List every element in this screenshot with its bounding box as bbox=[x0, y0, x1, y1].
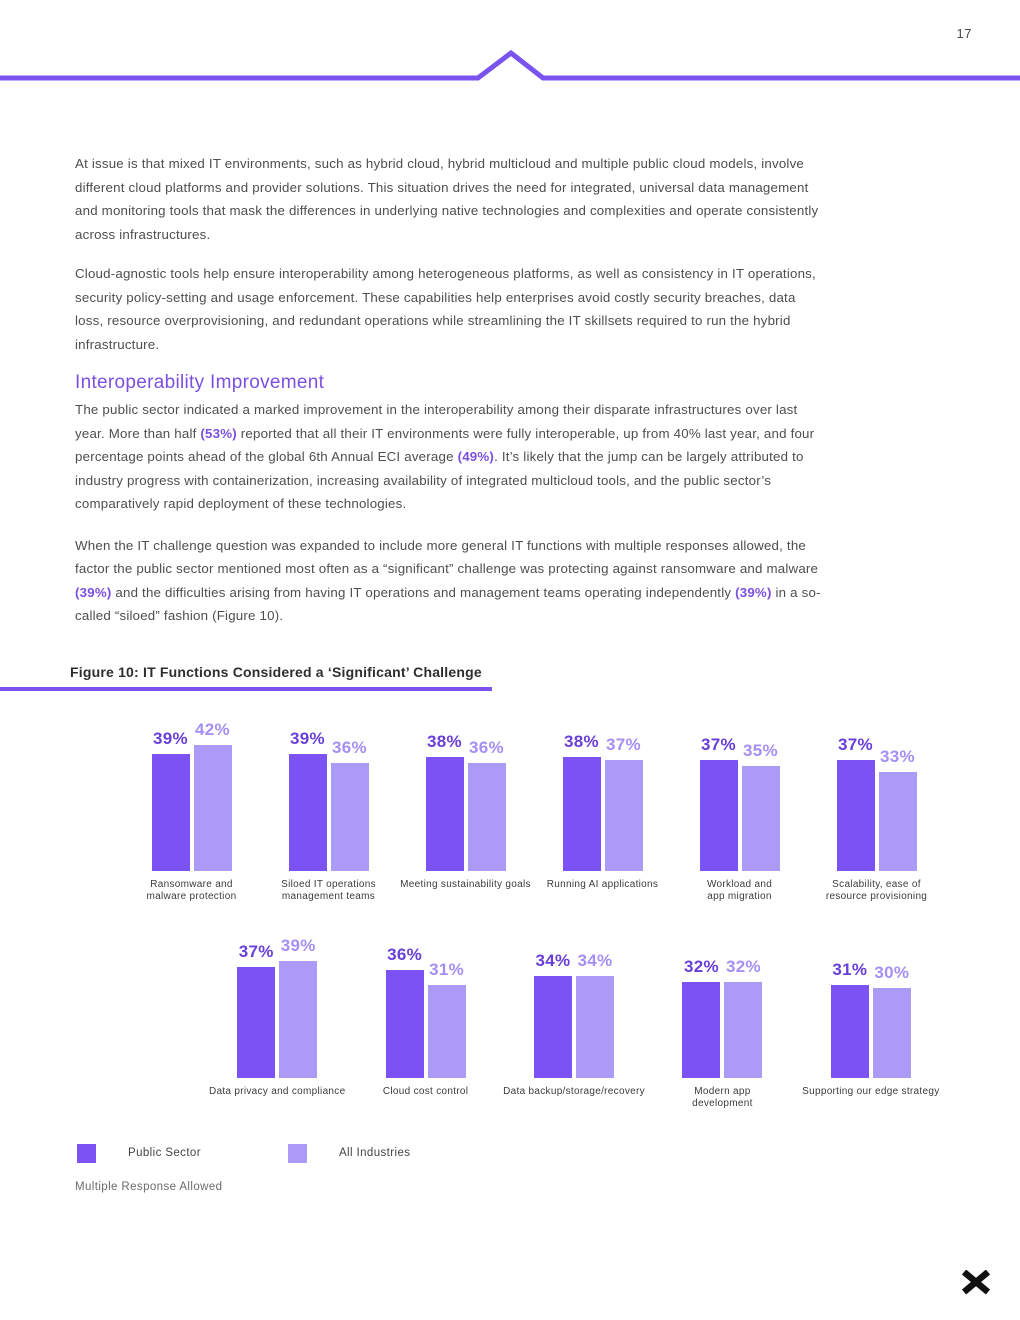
bar-col-all-industries bbox=[194, 720, 232, 871]
bar-col-public-sector bbox=[289, 729, 327, 871]
text-segment: and the difficulties arising from having IT operations and management teams operating independently bbox=[111, 584, 736, 600]
bar-value-label: 39% bbox=[290, 728, 325, 748]
chart-group bbox=[397, 717, 534, 903]
bar-value-label: 33% bbox=[880, 746, 915, 766]
bar-col-public-sector bbox=[426, 732, 464, 871]
figure-caption: Figure 10: IT Functions Considered a ‘Significant’ Challenge bbox=[70, 663, 482, 680]
bar-value-label: 42% bbox=[195, 719, 230, 739]
bar-pair bbox=[152, 717, 232, 871]
bar-all-industries bbox=[331, 763, 369, 871]
stat-highlight: (49%) bbox=[457, 449, 495, 464]
chart-group bbox=[123, 717, 260, 903]
bar-pair bbox=[682, 933, 762, 1078]
chart-group bbox=[500, 933, 648, 1110]
bar-value-label: 37% bbox=[701, 734, 736, 754]
bar-public-sector bbox=[831, 985, 869, 1078]
category-label: Data privacy and compliance bbox=[208, 1085, 346, 1097]
bar-col-all-industries bbox=[879, 747, 917, 871]
bar-pair bbox=[386, 933, 466, 1078]
bar-all-industries bbox=[194, 745, 232, 871]
bar-pair bbox=[700, 717, 780, 871]
bar-value-label: 38% bbox=[427, 731, 462, 751]
bar-value-label: 31% bbox=[429, 959, 465, 979]
chart-group bbox=[534, 717, 671, 903]
text-segment: The public sector indicated a marked improvement in the interoperability among their disparate infrastructures over last year. More than half bbox=[75, 402, 798, 441]
legend-label-public-sector: Public Sector bbox=[128, 1147, 201, 1159]
category-label: Workload and app migration bbox=[706, 878, 773, 902]
bar-value-label: 39% bbox=[153, 728, 188, 748]
bar-all-industries bbox=[468, 763, 506, 871]
chart-row-1 bbox=[123, 717, 945, 903]
bar-value-label: 37% bbox=[838, 734, 873, 754]
paragraph-it-challenge bbox=[75, 534, 823, 628]
chart-group bbox=[797, 933, 945, 1110]
bar-col-all-industries bbox=[724, 957, 762, 1078]
bar-pair bbox=[534, 933, 614, 1078]
bar-all-industries bbox=[605, 760, 643, 871]
figure-caption-underline bbox=[0, 687, 492, 691]
bar-pair bbox=[289, 717, 369, 871]
bar-public-sector bbox=[426, 757, 464, 871]
legend-swatch-public-sector bbox=[77, 1144, 96, 1163]
section-heading-interoperability: Interoperability Improvement bbox=[75, 372, 325, 393]
bar-pair bbox=[426, 717, 506, 871]
bar-public-sector bbox=[237, 967, 275, 1078]
chart-group bbox=[648, 933, 796, 1110]
bar-col-public-sector bbox=[563, 732, 601, 871]
chart-group bbox=[260, 717, 397, 903]
bar-public-sector bbox=[700, 760, 738, 871]
bar-pair bbox=[563, 717, 643, 871]
bar-col-all-industries bbox=[605, 735, 643, 871]
chart-row-2 bbox=[203, 933, 945, 1110]
bar-col-public-sector bbox=[700, 735, 738, 871]
bar-public-sector bbox=[386, 970, 424, 1078]
bar-value-label: 37% bbox=[606, 734, 641, 754]
chart-footnote: Multiple Response Allowed bbox=[75, 1180, 223, 1193]
bar-public-sector bbox=[563, 757, 601, 871]
bar-value-label: 39% bbox=[280, 935, 316, 955]
bar-col-public-sector bbox=[386, 945, 424, 1078]
bar-col-all-industries bbox=[279, 936, 317, 1078]
bar-value-label: 32% bbox=[725, 956, 761, 976]
text-segment: . It’s likely that the jump can be largely attributed to industry progress with containerization, increasing availability of integrated multicloud tools, and the public sector’s comparatively rapid deployment of these technologies. bbox=[75, 449, 804, 511]
bar-value-label: 38% bbox=[564, 731, 599, 751]
category-label: Cloud cost control bbox=[382, 1085, 469, 1097]
bar-public-sector bbox=[837, 760, 875, 871]
paragraph-mixed-it: At issue is that mixed IT environments, such as hybrid cloud, hybrid multicloud and multiple public cloud models, involve different cloud platforms and provider solutions. This situation drives the need for integrated, universal data management and monitoring tools that mask the differences in underlying native technologies and complexities and operate consistently across infrastructures. bbox=[75, 156, 819, 242]
bar-value-label: 34% bbox=[535, 950, 571, 970]
category-label: Data backup/storage/recovery bbox=[503, 1085, 645, 1097]
bar-all-industries bbox=[742, 766, 780, 871]
bar-value-label: 36% bbox=[332, 737, 367, 757]
bar-col-all-industries bbox=[428, 960, 466, 1078]
decorative-pulse-line bbox=[0, 48, 1020, 88]
bar-col-public-sector bbox=[682, 957, 720, 1078]
paragraph-cloud-agnostic: Cloud-agnostic tools help ensure interoperability among heterogeneous platforms, as well as consistency in IT operations, security policy-setting and usage enforcement. These capabilities help enterprises avoid costly security breaches, data loss, resource overprovisioning, and redundant operations while streamlining the IT skillsets required to run the hybrid infrastructure. bbox=[75, 266, 816, 352]
bar-col-public-sector bbox=[837, 735, 875, 871]
category-label: Modern app development bbox=[692, 1085, 753, 1109]
paragraph-interoperability bbox=[75, 398, 823, 516]
chart-group bbox=[808, 717, 945, 903]
chart-legend bbox=[77, 1144, 945, 1163]
bar-pair bbox=[237, 933, 317, 1078]
category-label: Ransomware and malware protection bbox=[146, 878, 237, 902]
bar-col-all-industries bbox=[468, 738, 506, 871]
bar-value-label: 32% bbox=[683, 956, 719, 976]
bar-public-sector bbox=[152, 754, 190, 871]
stat-highlight: (39%) bbox=[735, 584, 772, 600]
bar-col-all-industries bbox=[742, 741, 780, 871]
bar-value-label: 36% bbox=[387, 944, 423, 964]
category-label: Running AI applications bbox=[546, 878, 659, 890]
bar-public-sector bbox=[289, 754, 327, 871]
legend-label-all-industries: All Industries bbox=[338, 1147, 411, 1159]
page-number: 17 bbox=[956, 26, 972, 41]
bar-all-industries bbox=[428, 985, 466, 1078]
bar-all-industries bbox=[724, 982, 762, 1078]
bar-all-industries bbox=[873, 988, 911, 1078]
category-label: Siloed IT operations management teams bbox=[281, 878, 376, 902]
bar-col-all-industries bbox=[873, 963, 911, 1078]
bar-all-industries bbox=[576, 976, 614, 1078]
bar-all-industries bbox=[879, 772, 917, 871]
bar-col-public-sector bbox=[237, 942, 275, 1078]
bar-value-label: 34% bbox=[577, 950, 613, 970]
category-label: Scalability, ease of resource provisioning bbox=[825, 878, 928, 902]
bar-public-sector bbox=[682, 982, 720, 1078]
text-segment: in a so-called “siloed” fashion (Figure 10). bbox=[75, 584, 821, 623]
bar-public-sector bbox=[534, 976, 572, 1078]
bar-value-label: 35% bbox=[743, 740, 778, 760]
chart-group bbox=[351, 933, 499, 1110]
bar-pair bbox=[831, 933, 911, 1078]
stat-highlight: (53%) bbox=[200, 425, 237, 441]
bar-col-public-sector bbox=[831, 960, 869, 1078]
legend-swatch-all-industries bbox=[288, 1144, 307, 1163]
bar-all-industries bbox=[279, 961, 317, 1078]
stat-highlight: (39%) bbox=[75, 584, 112, 600]
bar-value-label: 30% bbox=[874, 962, 910, 982]
text-segment: When the IT challenge question was expanded to include more general IT functions with multiple responses allowed, the factor the public sector mentioned most often as a “significant” challenge was protecting against ransomware and malware bbox=[75, 537, 819, 576]
bar-pair bbox=[837, 717, 917, 871]
chart-group bbox=[203, 933, 351, 1110]
text-segment: reported that all their IT environments were fully interoperable, up from 40% last year, and four percentage points ahead of the global 6th Annual ECI average bbox=[75, 425, 815, 464]
bar-col-public-sector bbox=[534, 951, 572, 1078]
category-label: Meeting sustainability goals bbox=[400, 878, 531, 890]
bar-value-label: 31% bbox=[832, 959, 868, 979]
nutanix-x-logo bbox=[961, 1270, 991, 1294]
bar-value-label: 36% bbox=[469, 737, 504, 757]
category-label: Supporting our edge strategy bbox=[802, 1085, 940, 1097]
chart-group bbox=[671, 717, 808, 903]
bar-col-public-sector bbox=[152, 729, 190, 871]
bar-value-label: 37% bbox=[238, 941, 274, 961]
bar-col-all-industries bbox=[331, 738, 369, 871]
bar-col-all-industries bbox=[576, 951, 614, 1078]
